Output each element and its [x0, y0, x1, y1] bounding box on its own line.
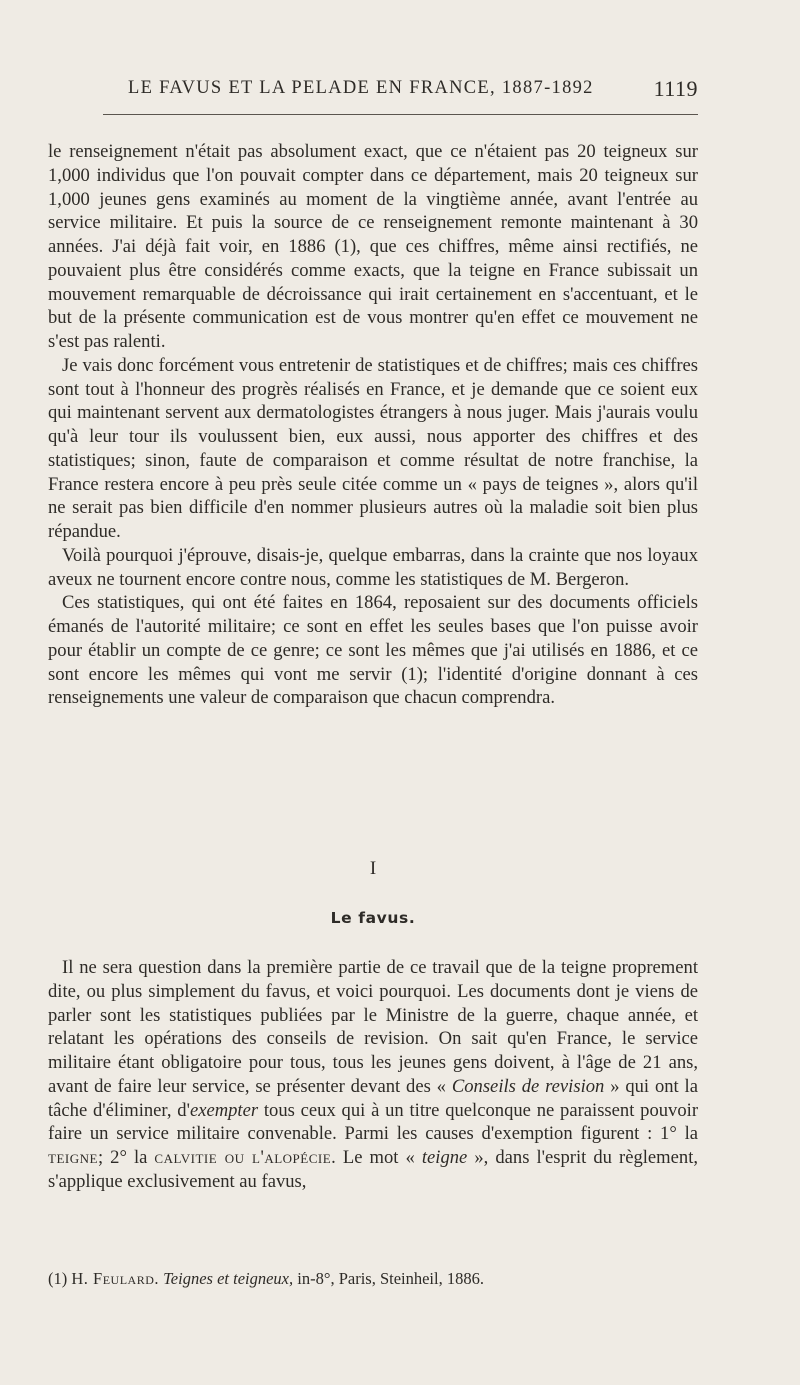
running-head	[48, 78, 698, 108]
text-run: . Le mot «	[331, 1147, 422, 1168]
section-title: Le favus.	[330, 909, 416, 927]
footnote-details: in-8°, Paris, Steinheil, 1886.	[297, 1269, 484, 1288]
footnote-marker: (1)	[48, 1269, 68, 1288]
italic-run: exempter	[189, 1099, 259, 1121]
small-caps-run: teigne	[48, 1147, 98, 1168]
text-run: » qui ont la tâche d'éliminer, d'	[48, 1075, 698, 1121]
paragraph: Je vais donc forcément vous entretenir de statistiques et de chiffres; mais ces chiffres sont tout à l'honneur des progrès réalisés en France, et je demande que ce soient eux qui maintenant servent aux dermatologistes étrangers à nous juger. Mais j'aurais voulu qu'à leur tour ils voulussent bien, eux aussi, nous apporter des chiffres et des statistiques; sinon, faute de comparaison et comme résultat de notre franchise, la France restera encore à peu près seule citée comme un « pays de teignes », alors qu'il ne serait pas bien difficile d'en nommer plusieurs autres où la maladie soit bien plus répandue.	[48, 354, 698, 542]
text-run: tous ceux qui à un titre quelconque ne paraissent pouvoir faire un service militaire convenable. Parmi les causes d'exemption figurent : 1° la	[48, 1099, 699, 1145]
body-text-top	[48, 140, 698, 710]
footnote	[48, 1268, 698, 1290]
section-number: I	[369, 858, 377, 879]
running-title: LE FAVUS ET LA PELADE EN FRANCE, 1887-1892	[128, 78, 594, 98]
small-caps-run: calvitie ou l'alopécie	[154, 1147, 332, 1168]
footnote-work: Teignes et teigneux,	[163, 1269, 294, 1288]
paragraph-section	[48, 956, 698, 1194]
paragraph-continuation: le renseignement n'était pas absolument exact, que ce n'étaient pas 20 teigneux sur 1,000 individus que l'on pouvait compter dans ce département, mais 20 teigneux sur 1,000 jeunes gens examinés au moment de la vingtième année, avant l'entrée au service militaire. Et puis la source de ce renseignement remonte maintenant à 30 années. J'ai déjà fait voir, en 1886 (1), que ces chiffres, même ainsi rectifiés, ne pouvaient plus être considérés comme exacts, que la teigne en France subissait un mouvement remarquable de décroissance qui irait certainement en s'accentuant, et le but de la présente communication est de vous montrer qu'en effet ce mouvement ne s'est pas ralenti.	[48, 141, 698, 352]
paragraph: Voilà pourquoi j'éprouve, disais-je, quelque embarras, dans la crainte que nos loyaux aveux ne tournent encore contre nous, comme les statistiques de M. Bergeron.	[48, 544, 698, 590]
text-run: », dans l'esprit du règlement, s'applique exclusivement au favus,	[48, 1147, 699, 1192]
footnote-author: H. Feulard.	[71, 1269, 160, 1288]
header-rule	[103, 114, 698, 115]
page-number: 1119	[653, 76, 698, 101]
text-run: ; 2° la	[97, 1147, 155, 1168]
text-run: Il ne sera question dans la première partie de ce travail que de la teigne proprement dite, ou plus simplement du favus, et voici pourquoi. Les documents dont je viens de parler sont les statistiques publiées par le Ministre de la guerre, chaque année, et relatant les opérations des conseils de revision. On sait qu'en France, le service militaire étant obligatoire pour tous, tous les jeunes gens doivent, à l'âge de 21 ans, avant de faire leur service, se présenter devant des «	[48, 957, 698, 1097]
body-text-section	[48, 956, 698, 1194]
paragraph: Ces statistiques, qui ont été faites en 1864, reposaient sur des documents officiels émanés de l'autorité militaire; ce sont en effet les seules bases que l'on puisse avoir pour établir un compte de ce genre; ce sont les mêmes que j'ai utilisés en 1886, et ce sont encore les mêmes qui vont me servir (1); l'identité d'origine donnant à ces renseignements une valeur de comparaison que chacun comprendra.	[48, 592, 698, 709]
italic-run: Conseils de revision	[451, 1075, 605, 1097]
italic-run: teigne	[421, 1147, 468, 1168]
